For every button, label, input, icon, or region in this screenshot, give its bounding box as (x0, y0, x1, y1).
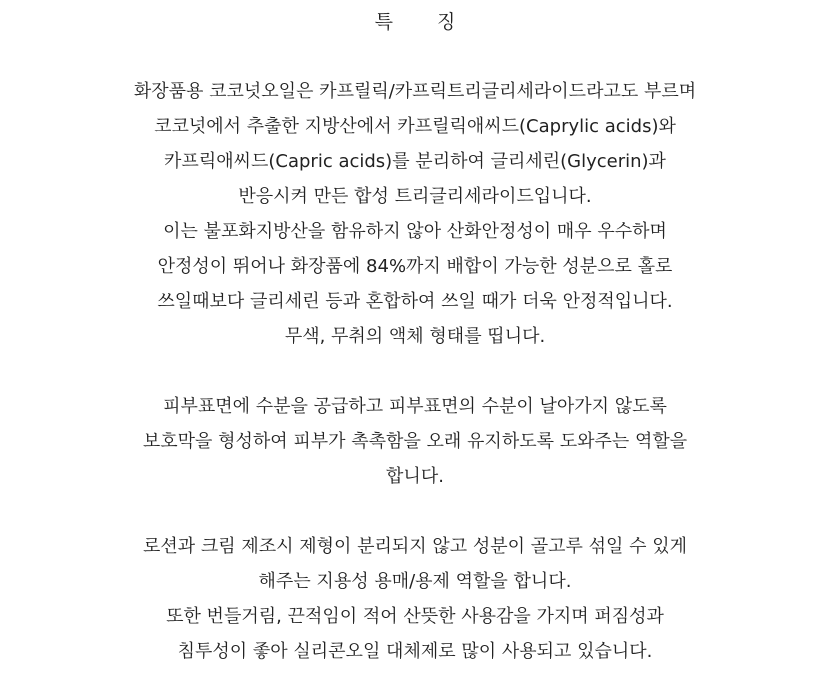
paragraph-line: 로션과 크림 제조시 제형이 분리되지 않고 성분이 골고루 섞일 수 있게 (142, 536, 688, 557)
paragraph-line: 보호막을 형성하여 피부가 촉촉함을 오래 유지하도록 도와주는 역할을 (142, 431, 688, 452)
paragraph-line: 카프릭애씨드(Capric acids)를 분리하여 글리세린(Glycerin)과 (164, 151, 666, 172)
title-char-2: 징 (437, 11, 456, 33)
section-solvent (0, 529, 830, 669)
section-moisture (0, 389, 830, 494)
paragraph-line: 침투성이 좋아 실리콘오일 대체제로 많이 사용되고 있습니다. (177, 641, 653, 662)
title-char-1: 특 (374, 11, 393, 33)
paragraph-line: 반응시켜 만든 합성 트리글리세라이드입니다. (238, 186, 592, 207)
paragraph-line: 해주는 지용성 용매/용제 역할을 합니다. (258, 571, 572, 592)
paragraph-line: 피부표면에 수분을 공급하고 피부표면의 수분이 날아가지 않도록 (163, 396, 667, 417)
page-title (0, 8, 830, 36)
paragraph-line: 또한 번들거림, 끈적임이 적어 산뜻한 사용감을 가지며 퍼짐성과 (166, 606, 664, 627)
paragraph-line: 화장품용 코코넛오일은 카프릴릭/카프릭트리글리세라이드라고도 부르며 (133, 81, 697, 102)
paragraph-line: 안정성이 뛰어나 화장품에 84%까지 배합이 가능한 성분으로 홀로 (157, 256, 673, 277)
paragraph-line: 쓰일때보다 글리세린 등과 혼합하여 쓰일 때가 더욱 안정적입니다. (157, 291, 673, 312)
section-description (0, 74, 830, 354)
paragraph-line: 무색, 무취의 액체 형태를 띱니다. (284, 326, 546, 347)
paragraph-line: 합니다. (386, 466, 444, 487)
paragraph-line: 코코넛에서 추출한 지방산에서 카프릴릭애씨드(Caprylic acids)와 (154, 116, 676, 137)
paragraph-line: 이는 불포화지방산을 함유하지 않아 산화안정성이 매우 우수하며 (163, 221, 667, 242)
